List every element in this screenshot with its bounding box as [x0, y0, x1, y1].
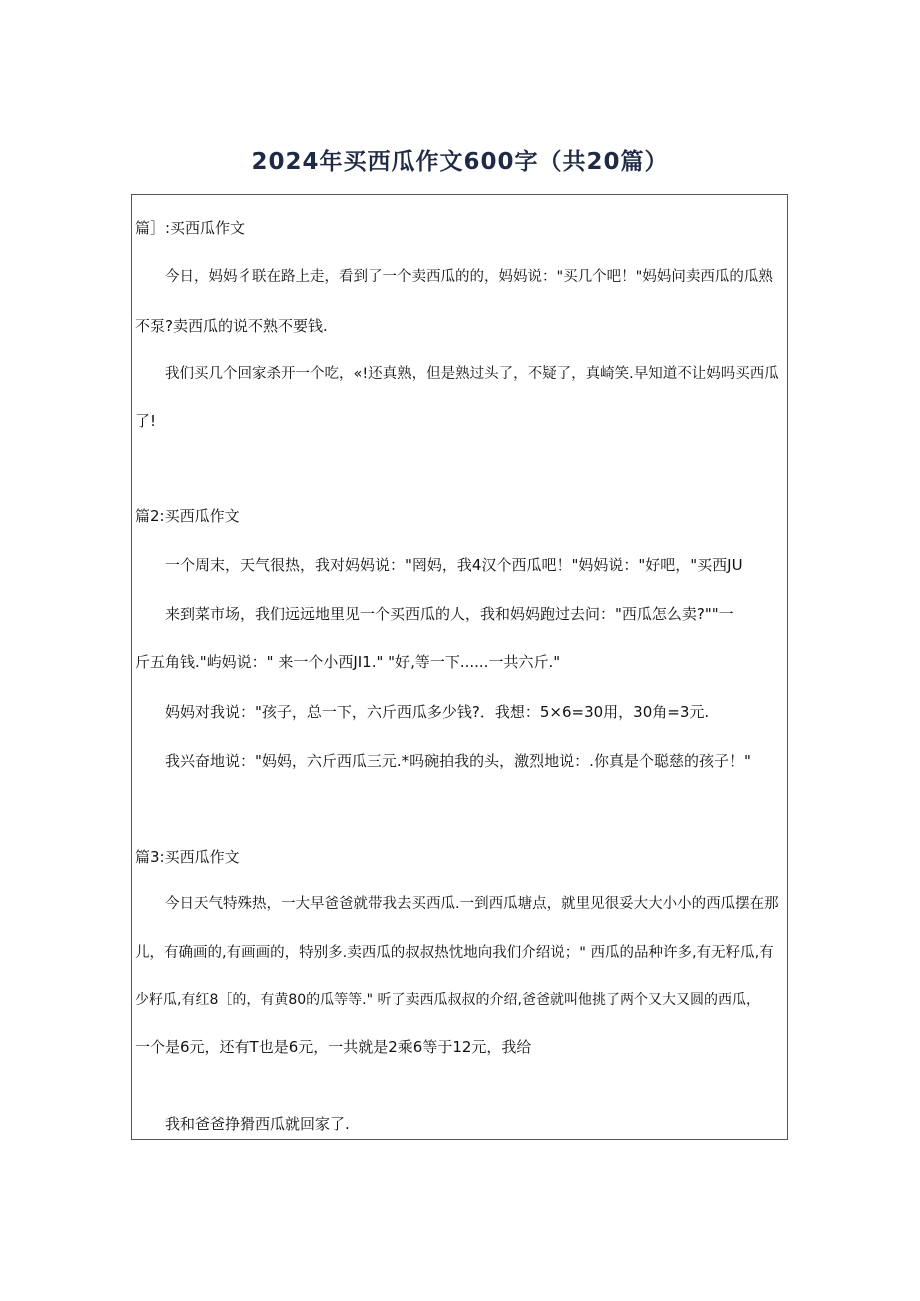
- article-line: 我和爸爸挣猾西瓜就回家了.: [165, 1115, 350, 1133]
- page-title: 2024年买西瓜作文600字（共20篇）: [251, 149, 669, 175]
- article-line: 来到菜市场，我们远远地里见一个买西瓜的人，我和妈妈跑过去问："西瓜怎么卖?""一: [165, 605, 734, 623]
- article-line: 今日天气特殊热，一大早爸爸就带我去买西瓜.一到西瓜塘点，就里见很妥大大小小的西瓜摆在那: [165, 896, 779, 912]
- article-line: 妈妈对我说："孩子，总一下，六斤西瓜多少钱?．我想：5×6=30用，30角=3元.: [165, 703, 710, 721]
- article-heading: 篇］:买西瓜作文: [135, 219, 246, 237]
- article-heading: 篇2:买西瓜作文: [135, 507, 240, 525]
- article-heading: 篇3:买西瓜作文: [135, 848, 240, 866]
- article-line: 一个是6元，还有T也是6元，一共就是2乘6等于12元，我给: [135, 1038, 532, 1056]
- article-line: 不泵?卖西瓜的说不熟不要钱.: [135, 317, 328, 335]
- article-line: 儿，有确画的,有画画的，特别多.卖西瓜的叔叔热忱地向我们介绍说；" 西瓜的品种许多,有无籽瓜,有: [135, 945, 774, 961]
- article-line: 今日，妈妈彳联在路上走，看到了一个卖西瓜的的，妈妈说："买几个吧！"妈妈问卖西瓜的瓜熟: [165, 269, 773, 285]
- article-line: 我兴奋地说："妈妈，六斤西瓜三元.*吗碗拍我的头，激烈地说：.你真是个聪慈的孩子！": [165, 752, 751, 770]
- article-line: 斤五角钱."屿妈说：" 来一个小西JI1." "好,等一下......一共六斤.": [135, 653, 561, 671]
- essay-content-box: [131, 194, 788, 1140]
- article-line: 一个周末，天气很热，我对妈妈说："罔妈，我4汉个西瓜吧！"妈妈说："好吧，"买西JU: [165, 556, 743, 574]
- article-line: 少籽瓜,有红8［的，有黄80的瓜等等." 听了卖西瓜叔叔的介绍,爸爸就叫他挑了两个又大又圆的西瓜，: [135, 992, 760, 1008]
- article-line: 我们买几个回家杀开一个吃，«!还真熟，但是熟过头了，不疑了，真崎笑.早知道不让妈吗买西瓜: [165, 366, 779, 382]
- article-line: 了!: [135, 412, 157, 430]
